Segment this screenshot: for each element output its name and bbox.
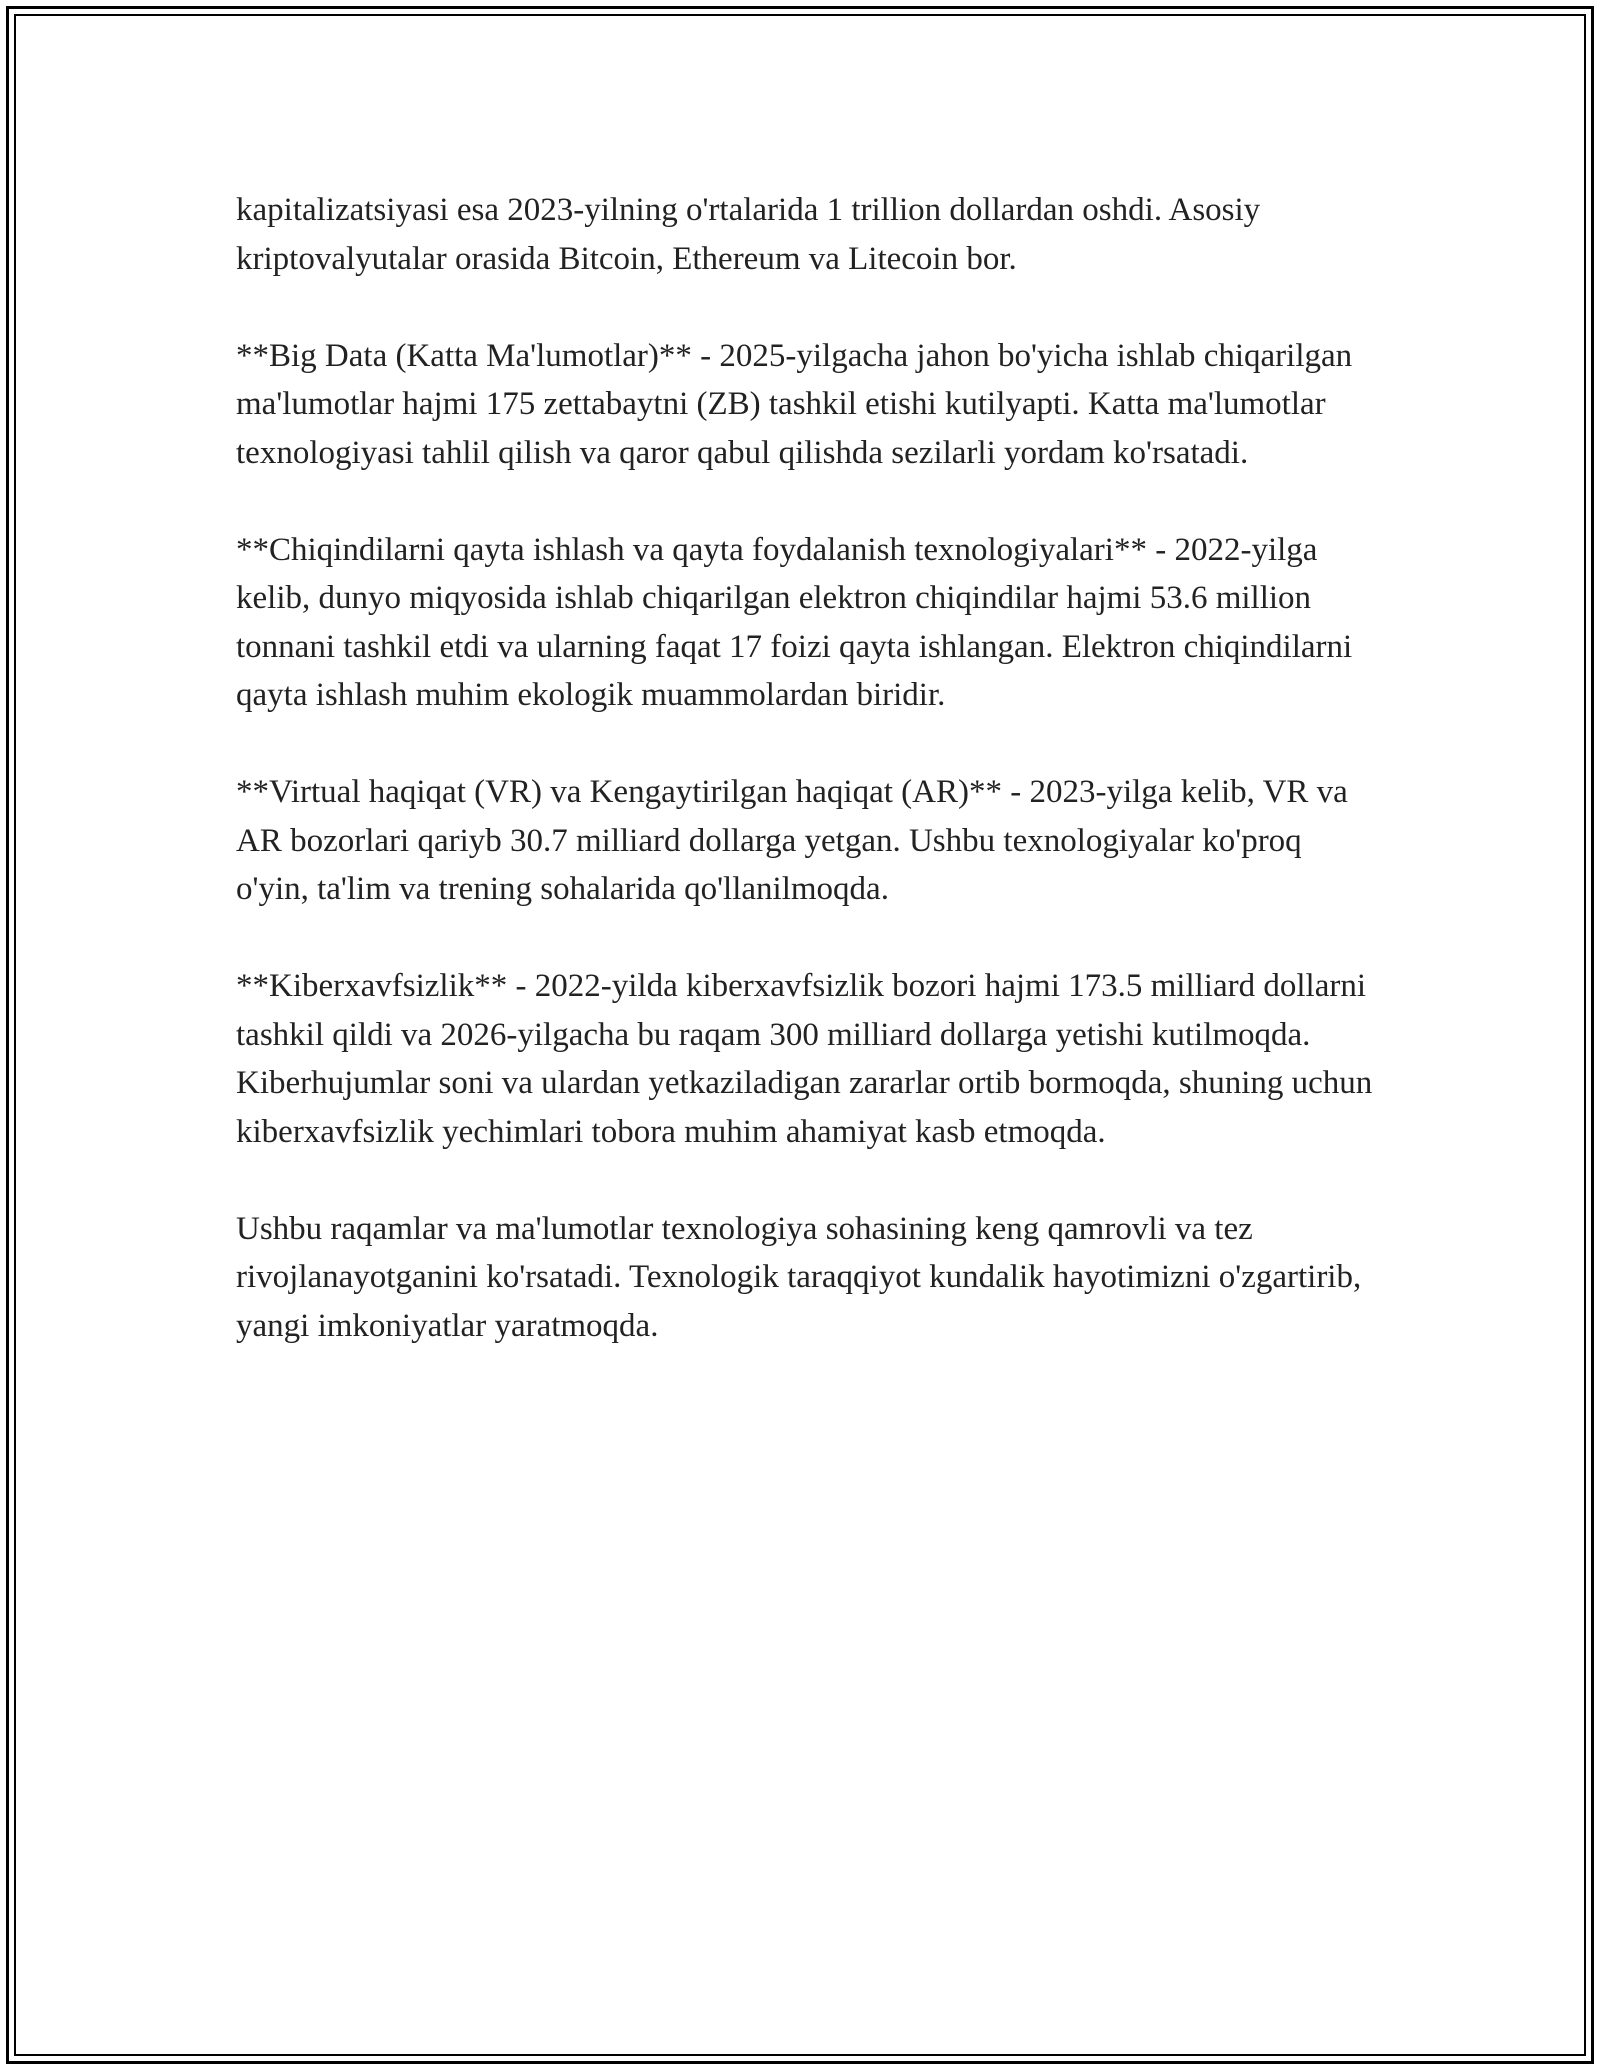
paragraph-crypto-market: kapitalizatsiyasi esa 2023-yilning o'rtalarida 1 trillion dollardan oshdi. Asosiy kriptovalyutalar orasida Bitcoin, Ethereum va Litecoin bor. — [236, 192, 1261, 277]
paragraph-recycling: **Chiqindilarni qayta ishlash va qayta foydalanish texnologiyalari** - 2022-yilga kelib, dunyo miqyosida ishlab chiqarilgan elektron chiqindilar hajmi 53.6 million tonnani tashkil etdi va ularning faqat 17 foizi qayta ishlangan. Elektron chiqindilarni qayta ishlash muhim ekologik muammolardan biridir. — [236, 531, 1353, 713]
document-body — [236, 186, 1376, 1350]
paragraph-big-data: **Big Data (Katta Ma'lumotlar)** - 2025-yilgacha jahon bo'yicha ishlab chiqarilgan ma'lumotlar hajmi 175 zettabaytni (ZB) tashkil etishi kutilyapti. Katta ma'lumotlar texnologiyasi tahlil qilish va qaror qabul qilishda sezilarli yordam ko'rsatadi. — [236, 337, 1353, 471]
paragraph-cybersecurity: **Kiberxavfsizlik** - 2022-yilda kiberxavfsizlik bozori hajmi 173.5 milliard dollarni tashkil qildi va 2026-yilgacha bu raqam 300 milliard dollarga yetishi kutilmoqda. Kiberhujumlar soni va ulardan yetkaziladigan zararlar ortib bormoqda, shuning uchun kiberxavfsizlik yechimlari tobora muhim ahamiyat kasb etmoqda. — [236, 968, 1373, 1150]
paragraph-vr-ar: **Virtual haqiqat (VR) va Kengaytirilgan haqiqat (AR)** - 2023-yilga kelib, VR va AR bozorlari qariyb 30.7 milliard dollarga yetgan. Ushbu texnologiyalar ko'proq o'yin, ta'lim va trening sohalarida qo'llanilmoqda. — [236, 774, 1348, 907]
paragraph-conclusion: Ushbu raqamlar va ma'lumotlar texnologiya sohasining keng qamrovli va tez rivojlanayotganini ko'rsatadi. Texnologik taraqqiyot kundalik hayotimizni o'zgartirib, yangi imkoniyatlar yaratmoqda. — [236, 1210, 1362, 1344]
